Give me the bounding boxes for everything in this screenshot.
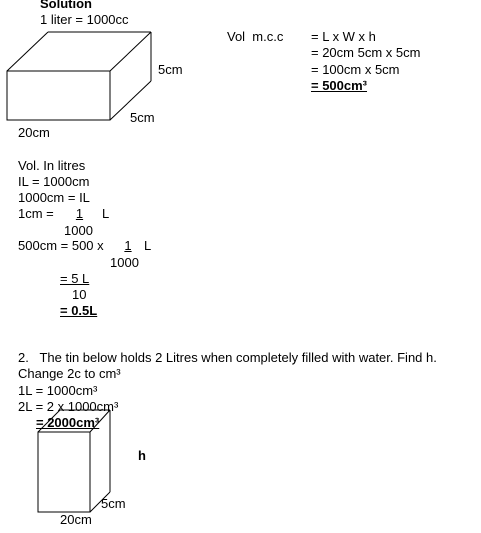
litres-step-2: 1000cm = IL [18, 190, 90, 205]
litres-step-3-unit: L [102, 206, 110, 221]
tin-height-label: h [138, 448, 146, 463]
volume-answer: = 500cm³ [311, 78, 368, 93]
litres-step-3-denominator: 1000 [64, 223, 93, 238]
litres-heading: Vol. In litres [18, 158, 86, 173]
question-2-prompt: 2. The tin below holds 2 Litres when completely filled with water. Find h. [18, 350, 437, 365]
box-height-label: 5cm [158, 62, 183, 77]
litres-answer: = 0.5L [60, 303, 98, 318]
box-length-label: 20cm [18, 125, 50, 140]
question-2-answer: = 2000cm³ [36, 415, 100, 430]
volume-step-3: = 100cm x 5cm [311, 62, 400, 77]
volume-step-1: = L x W x h [311, 29, 376, 44]
question-2-step-2: 1L = 1000cm³ [18, 383, 98, 398]
tin-depth-label: 5cm [101, 496, 126, 511]
solution-heading: Solution [40, 0, 92, 11]
litres-step-3-left: 1cm = [18, 206, 54, 221]
litres-step-4-left: 500cm = 500 x [18, 238, 104, 253]
litres-step-5-numerator: = 5 L [60, 271, 90, 286]
litres-step-1: IL = 1000cm [18, 174, 90, 189]
litres-step-4-numerator: 1 [124, 238, 132, 253]
volume-step-2: = 20cm 5cm x 5cm [311, 45, 421, 60]
litres-step-3-numerator: 1 [75, 206, 84, 221]
litres-step-5-denominator: 10 [72, 287, 87, 302]
given-conversion: 1 liter = 1000cc [40, 12, 129, 27]
litres-step-4-denominator: 1000 [110, 255, 139, 270]
question-2-step-3: 2L = 2 x 1000cm³ [18, 399, 119, 414]
box-depth-label: 5cm [130, 110, 155, 125]
litres-step-4-unit: L [144, 238, 152, 253]
question-2-step-1: Change 2c to cm³ [18, 366, 121, 381]
volume-label: Vol m.c.c [227, 29, 284, 44]
tin-width-label: 20cm [60, 512, 92, 527]
